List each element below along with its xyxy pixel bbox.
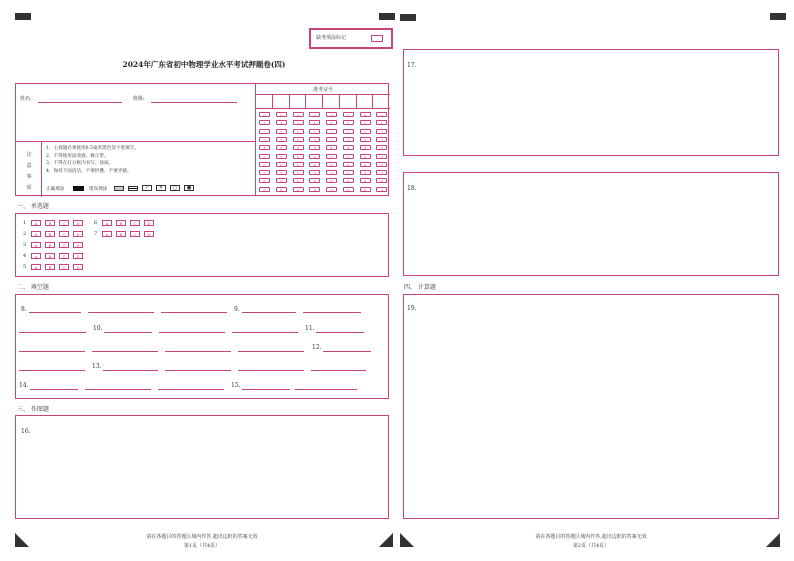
- q16-number: 16.: [21, 428, 31, 435]
- section-choice: 一、 单选题: [17, 203, 49, 210]
- wrong-sample-cross: ✕: [156, 185, 166, 191]
- id-bubble[interactable]: 7: [276, 170, 287, 175]
- wrong-sample-circle: ○: [170, 185, 180, 191]
- q11-blank-3[interactable]: [92, 351, 158, 352]
- id-digit-cell[interactable]: [373, 95, 390, 109]
- id-bubble[interactable]: 8: [326, 178, 337, 183]
- draw-answer-area[interactable]: [15, 415, 389, 519]
- id-bubble[interactable]: 3: [259, 137, 270, 142]
- id-bubble[interactable]: 1: [343, 120, 354, 125]
- section-draw: 三、 作图题: [17, 406, 49, 413]
- choice-option-bubble[interactable]: A: [31, 242, 41, 248]
- choice-option-bubble[interactable]: C: [130, 220, 140, 226]
- id-bubble[interactable]: 3: [326, 137, 337, 142]
- id-bubble[interactable]: 3: [309, 137, 320, 142]
- q8-blank-2[interactable]: [88, 312, 154, 313]
- section-calc: 四、 计算题: [404, 284, 436, 291]
- id-bubble[interactable]: 5: [343, 154, 354, 159]
- q9-number: 9.: [234, 306, 240, 313]
- q13-blank-3[interactable]: [238, 370, 304, 371]
- id-bubble[interactable]: 8: [293, 178, 304, 183]
- section-fill: 二、 填空题: [17, 284, 49, 291]
- choice-option-bubble[interactable]: C: [130, 231, 140, 237]
- id-bubble[interactable]: 4: [293, 145, 304, 150]
- id-bubble[interactable]: 5: [326, 154, 337, 159]
- correct-fill-sample: [73, 186, 84, 191]
- id-bubble[interactable]: 1: [376, 120, 387, 125]
- q14-blank-2[interactable]: [85, 389, 151, 390]
- id-bubble[interactable]: 7: [376, 170, 387, 175]
- id-bubble[interactable]: 6: [276, 162, 287, 167]
- choice-option-bubble[interactable]: B: [116, 231, 126, 237]
- id-bubble[interactable]: 3: [376, 137, 387, 142]
- wrong-sample-bar: [128, 186, 138, 191]
- id-bubble[interactable]: 1: [276, 120, 287, 125]
- footer-left: [15, 533, 389, 551]
- page-title: 2024年广东省初中物理学业水平考试押题卷(四): [122, 60, 286, 69]
- choice-question-number: 4: [23, 253, 27, 259]
- id-bubble[interactable]: 9: [326, 187, 337, 192]
- q14-number: 14.: [19, 382, 29, 389]
- q17-number: 17.: [407, 62, 417, 69]
- id-bubble[interactable]: 5: [360, 154, 371, 159]
- choice-question-number: 1: [23, 220, 27, 226]
- id-bubble[interactable]: 1: [293, 120, 304, 125]
- wrong-sample-check: ✓: [142, 185, 152, 191]
- notes-list: [46, 145, 139, 175]
- id-bubble[interactable]: 3: [293, 137, 304, 142]
- id-bubble[interactable]: 8: [343, 178, 354, 183]
- q13-blank-1[interactable]: [103, 370, 158, 371]
- id-bubble[interactable]: 1: [326, 120, 337, 125]
- id-bubble[interactable]: 0: [276, 112, 287, 117]
- q18-number: 18.: [407, 185, 417, 192]
- id-bubble[interactable]: 1: [309, 120, 320, 125]
- id-bubble[interactable]: 4: [276, 145, 287, 150]
- registration-mark-tr: [770, 13, 786, 20]
- id-grid: [255, 84, 390, 196]
- id-bubble[interactable]: 4: [309, 145, 320, 150]
- choice-option-bubble[interactable]: B: [116, 220, 126, 226]
- choice-option-bubble[interactable]: D: [73, 220, 83, 226]
- id-bubble[interactable]: 6: [309, 162, 320, 167]
- q11-number: 11.: [305, 325, 315, 332]
- q11-blank-4[interactable]: [165, 351, 231, 352]
- id-bubble[interactable]: 4: [259, 145, 270, 150]
- id-bubble[interactable]: 0: [360, 112, 371, 117]
- choice-question-number: 7: [94, 231, 98, 237]
- id-bubble[interactable]: 6: [293, 162, 304, 167]
- q9-blank-1[interactable]: [242, 312, 296, 313]
- id-bubble[interactable]: 5: [293, 154, 304, 159]
- id-bubble[interactable]: 7: [343, 170, 354, 175]
- id-bubble[interactable]: 0: [343, 112, 354, 117]
- q15-number: 15.: [231, 382, 241, 389]
- choice-option-bubble[interactable]: A: [102, 220, 112, 226]
- id-bubble[interactable]: 6: [360, 162, 371, 167]
- id-bubble[interactable]: 2: [360, 129, 371, 134]
- footer-warning: 请在各题目的答题区域内作答,超出边框的答案无效: [535, 534, 647, 540]
- id-bubble[interactable]: 5: [259, 154, 270, 159]
- registration-mark-tm1: [379, 13, 395, 20]
- class-label: 班级:: [133, 96, 145, 102]
- q13-blank-4[interactable]: [311, 370, 366, 371]
- id-digit-cell[interactable]: [290, 95, 307, 109]
- id-digit-cell[interactable]: [357, 95, 374, 109]
- choice-option-bubble[interactable]: B: [45, 220, 55, 226]
- choice-option-bubble[interactable]: C: [59, 253, 69, 259]
- q15-blank-2[interactable]: [295, 389, 357, 390]
- q12-blank-2[interactable]: [19, 370, 85, 371]
- q13-number: 13.: [92, 363, 102, 370]
- choice-option-bubble[interactable]: D: [73, 253, 83, 259]
- choice-option-bubble[interactable]: D: [73, 242, 83, 248]
- choice-option-bubble[interactable]: D: [144, 231, 154, 237]
- notes-divider: [16, 141, 255, 142]
- q8-blank-3[interactable]: [161, 312, 227, 313]
- choice-question-number: 6: [94, 220, 98, 226]
- id-bubble[interactable]: 2: [309, 129, 320, 134]
- q17-answer-area[interactable]: [403, 49, 779, 156]
- id-bubble[interactable]: 4: [343, 145, 354, 150]
- q10-blank-2[interactable]: [159, 332, 225, 333]
- q8-number: 8.: [21, 306, 27, 313]
- registration-mark-tl: [15, 13, 31, 20]
- q14-blank-1[interactable]: [30, 389, 78, 390]
- id-bubble[interactable]: 8: [259, 178, 270, 183]
- id-digit-cell[interactable]: [340, 95, 357, 109]
- id-bubble[interactable]: 2: [343, 129, 354, 134]
- id-bubble[interactable]: 7: [326, 170, 337, 175]
- id-bubble[interactable]: 6: [259, 162, 270, 167]
- choice-option-bubble[interactable]: A: [31, 264, 41, 270]
- note-item: 2、不得使用涂改液、修正带。: [46, 153, 109, 159]
- id-bubble[interactable]: 9: [276, 187, 287, 192]
- id-bubble[interactable]: 6: [376, 162, 387, 167]
- id-bubble[interactable]: 5: [276, 154, 287, 159]
- choice-option-bubble[interactable]: A: [31, 231, 41, 237]
- id-bubble[interactable]: 9: [293, 187, 304, 192]
- choice-option-bubble[interactable]: C: [59, 242, 69, 248]
- choice-option-bubble[interactable]: A: [31, 220, 41, 226]
- name-label: 姓名:: [20, 96, 32, 102]
- choice-option-bubble[interactable]: B: [45, 231, 55, 237]
- q11-blank-1[interactable]: [316, 332, 364, 333]
- q10-blank-3[interactable]: [232, 332, 298, 333]
- id-bubble[interactable]: 5: [309, 154, 320, 159]
- name-field[interactable]: [38, 102, 122, 103]
- q12-blank-1[interactable]: [323, 351, 371, 352]
- id-digit-cell[interactable]: [306, 95, 323, 109]
- q19-answer-area[interactable]: [403, 294, 779, 519]
- q8-blank-1[interactable]: [29, 312, 81, 313]
- id-bubble[interactable]: 0: [259, 112, 270, 117]
- id-bubble[interactable]: 0: [326, 112, 337, 117]
- id-bubble[interactable]: 2: [259, 129, 270, 134]
- absent-marker-box: [309, 28, 393, 49]
- choice-option-bubble[interactable]: A: [31, 253, 41, 259]
- choice-option-bubble[interactable]: A: [102, 231, 112, 237]
- q12-number: 12.: [312, 344, 322, 351]
- id-bubble[interactable]: 7: [360, 170, 371, 175]
- choice-option-bubble[interactable]: D: [144, 220, 154, 226]
- id-bubble[interactable]: 9: [259, 187, 270, 192]
- id-bubble[interactable]: 8: [309, 178, 320, 183]
- q10-blank-1[interactable]: [104, 332, 152, 333]
- id-bubble[interactable]: 6: [343, 162, 354, 167]
- choice-box: [15, 213, 389, 277]
- note-item: 4、保持卡面清洁，不要折叠、不要弄破。: [46, 168, 132, 174]
- q18-answer-area[interactable]: [403, 172, 779, 276]
- id-bubble[interactable]: 2: [293, 129, 304, 134]
- id-bubble[interactable]: 1: [360, 120, 371, 125]
- id-bubble[interactable]: 3: [276, 137, 287, 142]
- class-field[interactable]: [151, 102, 237, 103]
- choice-option-bubble[interactable]: B: [45, 242, 55, 248]
- wrong-sample-dot: ●: [184, 185, 194, 191]
- wrong-sample-light: [114, 186, 124, 191]
- id-bubble[interactable]: 9: [309, 187, 320, 192]
- choice-option-bubble[interactable]: B: [45, 253, 55, 259]
- choice-question-number: 3: [23, 242, 27, 248]
- id-bubble[interactable]: 3: [343, 137, 354, 142]
- notes-heading: 注 意 事 项: [26, 152, 32, 191]
- q11-blank-5[interactable]: [238, 351, 304, 352]
- q11-blank-2[interactable]: [19, 351, 85, 352]
- note-item: 1、主观题必须使用0.5毫米黑色签字笔填写。: [46, 146, 139, 151]
- id-bubble[interactable]: 0: [309, 112, 320, 117]
- id-bubble[interactable]: 3: [360, 137, 371, 142]
- choice-option-bubble[interactable]: C: [59, 220, 69, 226]
- q9-blank-3[interactable]: [19, 332, 86, 333]
- q13-blank-2[interactable]: [165, 370, 231, 371]
- id-bubble[interactable]: 5: [376, 154, 387, 159]
- absent-label: 缺考填涂标记: [316, 35, 347, 41]
- note-item: 3、不得在打分框内书写、涂抹。: [46, 161, 114, 167]
- id-bubble[interactable]: 6: [326, 162, 337, 167]
- id-bubble[interactable]: 8: [276, 178, 287, 183]
- id-bubble[interactable]: 0: [293, 112, 304, 117]
- id-bubble[interactable]: 9: [376, 187, 387, 192]
- page-number: 第1页（共4页）: [183, 543, 221, 549]
- footer-warning: 请在各题目的答题区域内作答,超出边框的答案无效: [146, 534, 258, 540]
- id-bubble[interactable]: 0: [376, 112, 387, 117]
- id-bubble[interactable]: 9: [360, 187, 371, 192]
- id-bubble[interactable]: 1: [259, 120, 270, 125]
- footer-right: [403, 533, 779, 551]
- id-digit-cell[interactable]: [256, 95, 273, 109]
- notes-heading-divider: [41, 141, 42, 197]
- choice-option-bubble[interactable]: B: [45, 264, 55, 270]
- fill-box: [15, 294, 389, 399]
- id-bubble[interactable]: 7: [309, 170, 320, 175]
- id-bubble[interactable]: 4: [360, 145, 371, 150]
- id-bubble[interactable]: 2: [276, 129, 287, 134]
- q10-number: 10.: [93, 325, 103, 332]
- choice-question-number: 2: [23, 231, 27, 237]
- q15-blank-1[interactable]: [242, 389, 290, 390]
- q14-blank-3[interactable]: [158, 389, 224, 390]
- id-digit-cell[interactable]: [273, 95, 290, 109]
- choice-option-bubble[interactable]: C: [59, 231, 69, 237]
- q19-number: 19.: [407, 305, 417, 312]
- id-bubble[interactable]: 4: [376, 145, 387, 150]
- id-bubble[interactable]: 2: [326, 129, 337, 134]
- wrong-fill-label: 错误填涂: [89, 187, 108, 192]
- absent-checkbox[interactable]: [371, 35, 383, 42]
- id-bubble[interactable]: 7: [259, 170, 270, 175]
- choice-option-bubble[interactable]: D: [73, 231, 83, 237]
- id-bubble[interactable]: 4: [326, 145, 337, 150]
- q9-blank-2[interactable]: [303, 312, 361, 313]
- choice-option-bubble[interactable]: C: [59, 264, 69, 270]
- id-bubble[interactable]: 2: [376, 129, 387, 134]
- choice-option-bubble[interactable]: D: [73, 264, 83, 270]
- id-bubble[interactable]: 9: [343, 187, 354, 192]
- info-box: [15, 83, 389, 196]
- correct-fill-label: 正确填涂: [46, 187, 65, 192]
- id-bubble[interactable]: 8: [376, 178, 387, 183]
- id-bubble[interactable]: 7: [293, 170, 304, 175]
- choice-question-number: 5: [23, 264, 27, 270]
- id-digit-cell[interactable]: [323, 95, 340, 109]
- registration-mark-tm2: [400, 14, 416, 21]
- id-bubble[interactable]: 8: [360, 178, 371, 183]
- id-label: 准考证号: [312, 87, 333, 93]
- page-number: 第2页（共4页）: [572, 543, 610, 549]
